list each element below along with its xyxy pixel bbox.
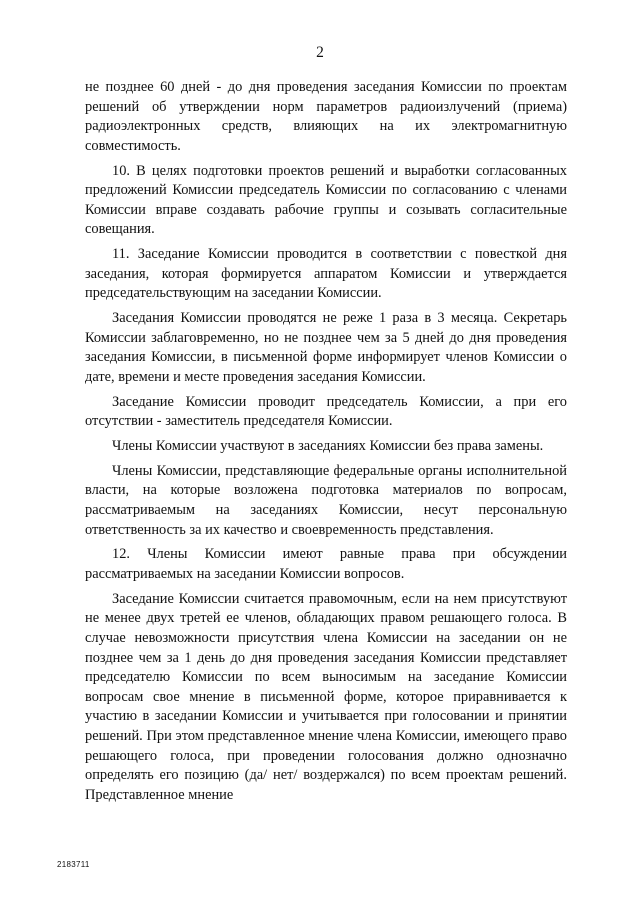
paragraph-responsibility: Члены Комиссии, представляющие федеральные органы исполнительной власти, на которые возложена подготовка материалов по вопросам, рассматриваемым на заседаниях Комиссии, несут персональную ответственность за их качество и своевременность представления. xyxy=(85,462,567,538)
paragraph-no-substitution: Члены Комиссии участвуют в заседаниях Комиссии без права замены. xyxy=(112,438,544,455)
paragraph-meeting-frequency: Заседания Комиссии проводятся не реже 1 раза в 3 месяца. Секретарь Комиссии заблаговременно, но не позднее чем за 5 дней до дня проведения заседания Комиссии, в письменной форме информирует членов Комиссии о дате, времени и месте проведения заседания Комиссии. xyxy=(85,310,567,385)
paragraph-item-11: 11. Заседание Комиссии проводится в соответствии с повесткой дня заседания, которая формируется аппаратом Комиссии и утверждается председательствующим на заседании Комиссии. xyxy=(85,246,567,302)
paragraph-chairperson: Заседание Комиссии проводит председатель Комиссии, а при его отсутствии - заместитель председателя Комиссии. xyxy=(85,393,567,430)
page-number: 2 xyxy=(316,44,324,61)
paragraph-quorum: Заседание Комиссии считается правомочным, если на нем присутствуют не менее двух третей ее членов, обладающих правом решающего голоса. В случае невозможности присутствия члена Комиссии на заседании он не позднее чем за 1 день до дня проведения заседания Комиссии представляет председателю Комиссии по всем выносимым на заседание Комиссии вопросам свое мнение в письменной форме, которое приравнивается к участию в заседании Комиссии и учитывается при голосовании и принятии решений. При этом представленное мнение члена Комиссии, имеющего право решающего голоса, при проведении голосования должно однозначно определять его позицию (да/ нет/ воздержался) по всем проектам решений. Представленное мнение xyxy=(85,590,567,803)
paragraph-item-10: 10. В целях подготовки проектов решений и выработки согласованных предложений Комиссии председатель Комиссии по согласованию с членами Комиссии вправе создавать рабочие группы и созывать согласительные совещания. xyxy=(85,162,567,238)
document-code: 2183711 xyxy=(57,860,90,869)
paragraph-item-12: 12. Члены Комиссии имеют равные права при обсуждении рассматриваемых на заседании Комиссии вопросов. xyxy=(85,546,567,582)
paragraph-continuation: не позднее 60 дней - до дня проведения заседания Комиссии по проектам решений об утверждении норм параметров радиоизлучений (приема) радиоэлектронных средств, влияющих на их электромагнитную совместимость. xyxy=(85,79,567,154)
document-body xyxy=(85,78,567,810)
